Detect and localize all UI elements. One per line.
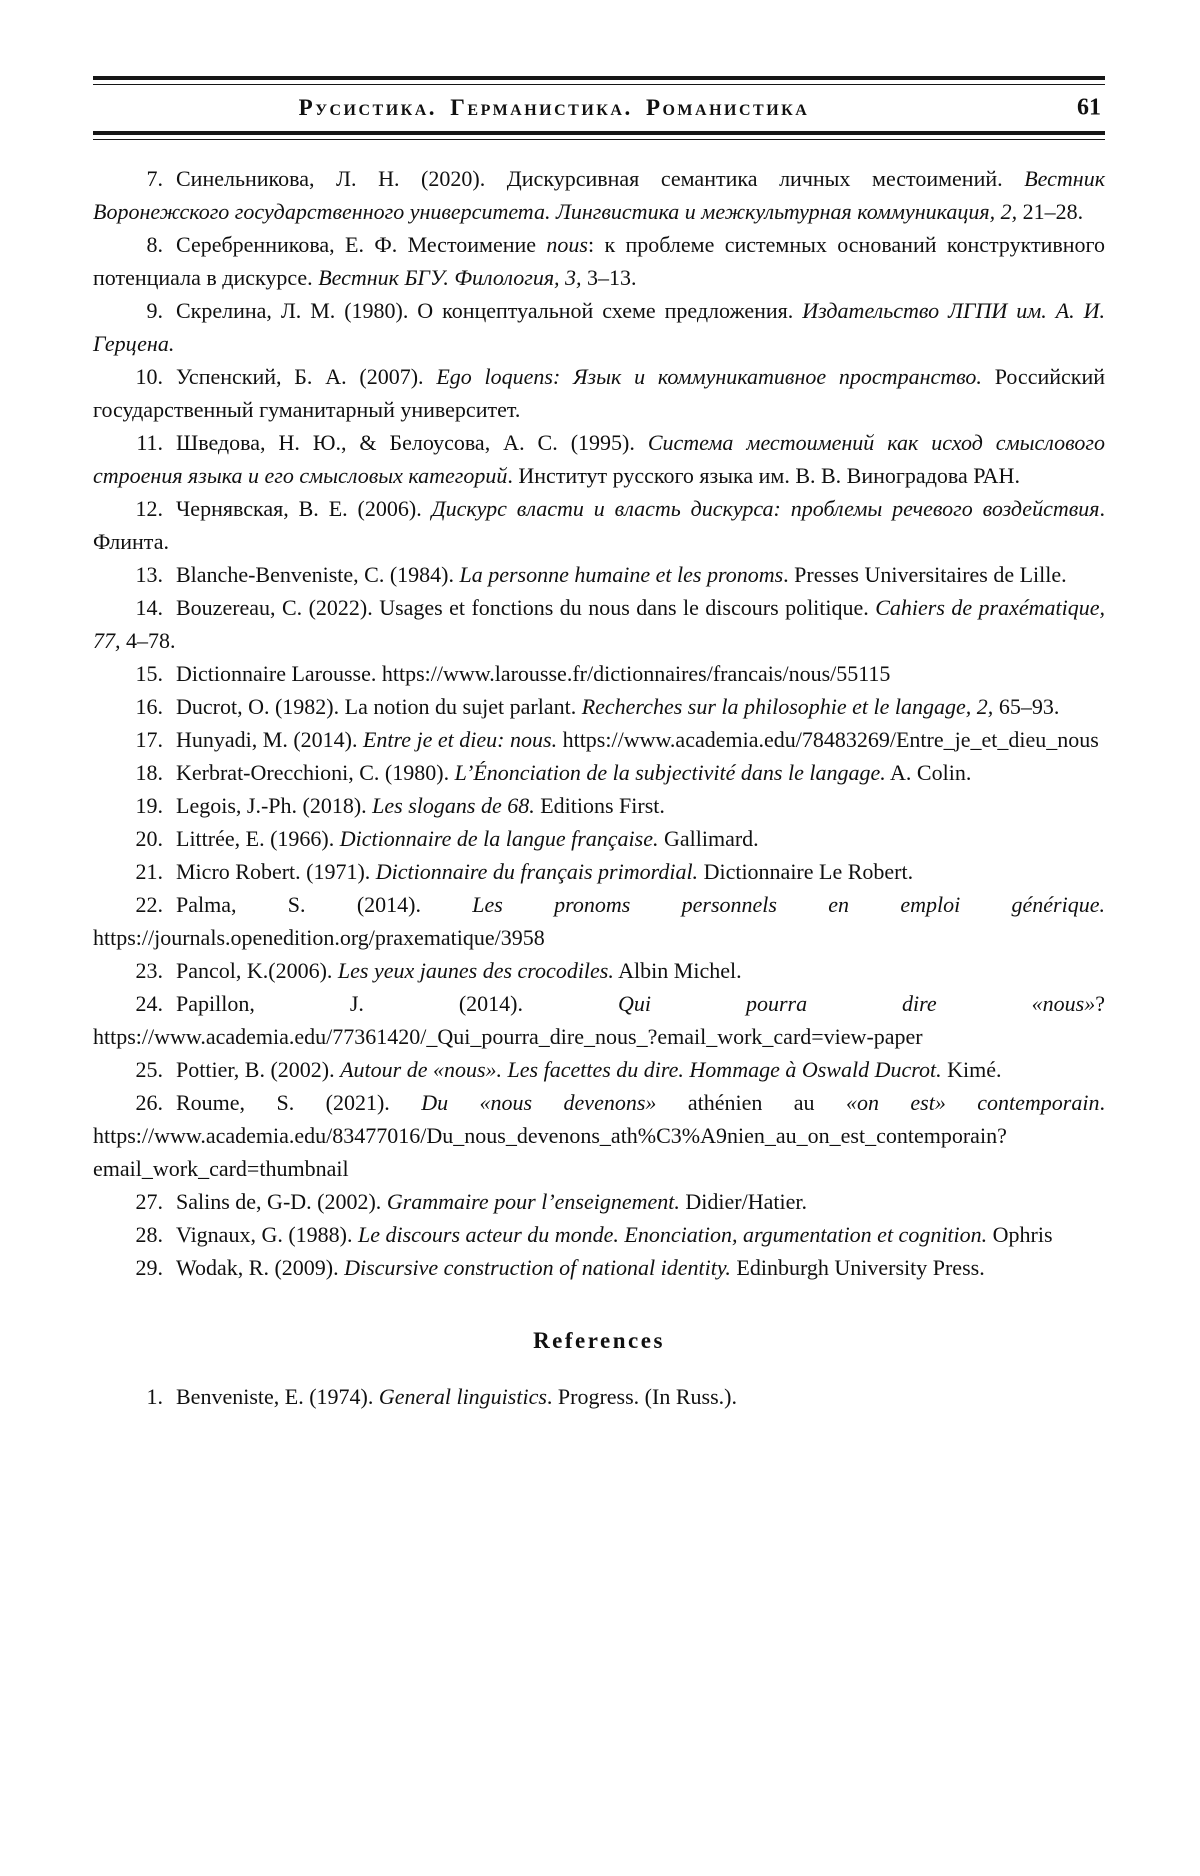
reference-number: 15.	[135, 661, 163, 686]
header-bottom-rule	[93, 131, 1105, 140]
reference-title-italic: «on est» contemporain	[845, 1090, 1100, 1115]
reference-entry	[93, 888, 1105, 954]
reference-number: 19.	[135, 793, 163, 818]
reference-text: . Progress. (In Russ.).	[546, 1384, 737, 1409]
reference-text: Micro Robert. (1971).	[176, 859, 376, 884]
reference-entry	[93, 954, 1105, 987]
reference-text: Didier/Hatier.	[679, 1189, 807, 1214]
reference-text: Vignaux, G. (1988).	[176, 1222, 358, 1247]
reference-number: 1.	[146, 1384, 163, 1409]
reference-entry	[93, 591, 1105, 657]
reference-text: Успенский, Б. А. (2007).	[176, 364, 437, 389]
reference-number: 12.	[135, 496, 163, 521]
reference-text: 21–28.	[1022, 199, 1084, 224]
reference-title-italic: Discursive construction of national identity.	[344, 1255, 731, 1280]
reference-text: 65–93.	[998, 694, 1060, 719]
reference-number: 7.	[146, 166, 163, 191]
reference-number: 11.	[136, 430, 163, 455]
reference-title-italic: Dictionnaire de la langue française.	[339, 826, 659, 851]
references-heading: References	[533, 1328, 665, 1353]
reference-title-italic: Ego loquens: Язык и коммуникативное пространство.	[436, 364, 982, 389]
reference-text: Papillon, J. (2014).	[176, 991, 618, 1016]
reference-number: 17.	[135, 727, 163, 752]
reference-entry	[93, 1251, 1105, 1284]
reference-text: A. Colin.	[885, 760, 972, 785]
reference-entry	[93, 789, 1105, 822]
reference-text: Ducrot, O. (1982). La notion du sujet parlant.	[176, 694, 582, 719]
reference-entry	[93, 162, 1105, 228]
reference-title-italic: General linguistics	[378, 1384, 547, 1409]
reference-number: 10.	[135, 364, 163, 389]
reference-text: Серебренникова, Е. Ф. Местоимение	[176, 232, 547, 257]
reference-text: Wodak, R. (2009).	[176, 1255, 345, 1280]
reference-entry	[93, 426, 1105, 492]
reference-entry	[93, 1053, 1105, 1086]
reference-text: : к проблеме системных оснований конструктивного потенциала в дискурсе.	[93, 232, 1105, 290]
reference-title-italic: Издательство ЛГПИ им. А. И. Герцена.	[93, 298, 1105, 356]
reference-text: Dictionnaire Le Robert.	[698, 859, 914, 884]
reference-text: . Presses Universitaires de Lille.	[783, 562, 1067, 587]
reference-entry	[93, 987, 1105, 1053]
reference-entry	[93, 492, 1105, 558]
reference-text: Российский государственный гуманитарный университет.	[93, 364, 1106, 422]
reference-text: ? https://www.academia.edu/77361420/_Qui_pourra_dire_nous_?email_work_card=view-paper	[93, 991, 1105, 1049]
reference-text: Blanche-Benveniste, C. (1984).	[176, 562, 460, 587]
reference-text: Benveniste, E. (1974).	[176, 1384, 379, 1409]
reference-title-italic: Qui pourra dire «nous»	[617, 991, 1096, 1016]
reference-number: 25.	[135, 1057, 163, 1082]
reference-title-italic: Autour de «nous». Les facettes du dire. Hommage à Oswald Ducrot.	[340, 1057, 942, 1082]
references-section	[93, 162, 1105, 1413]
reference-number: 20.	[135, 826, 163, 851]
reference-text: Ophris	[987, 1222, 1053, 1247]
reference-entry	[93, 690, 1105, 723]
reference-list-translated	[93, 1380, 1105, 1413]
reference-text: Kimé.	[941, 1057, 1002, 1082]
reference-list-main	[93, 162, 1105, 1284]
reference-title-italic: Дискурс власти и власть дискурса: проблемы речевого воздействия	[431, 496, 1100, 521]
reference-entry	[93, 360, 1105, 426]
reference-text: Albin Michel.	[613, 958, 742, 983]
document-page	[0, 76, 1200, 1876]
reference-entry	[93, 855, 1105, 888]
reference-entry	[93, 558, 1105, 591]
reference-number: 16.	[135, 694, 163, 719]
reference-text: Чернявская, В. Е. (2006).	[176, 496, 432, 521]
reference-text: . https://www.academia.edu/83477016/Du_nous_devenons_ath%C3%A9nien_au_on_est_contemporain?email_work_card=thumbnail	[93, 1090, 1105, 1181]
reference-title-italic: Entre je et dieu: nous.	[362, 727, 558, 752]
header-top-rule	[93, 76, 1105, 85]
reference-title-italic: Du «nous devenons»	[421, 1090, 657, 1115]
reference-text: Pancol, K.(2006).	[176, 958, 338, 983]
reference-entry	[93, 822, 1105, 855]
reference-text: Bouzereau, C. (2022). Usages et fonctions du nous dans le discours politique.	[176, 595, 876, 620]
reference-number: 24.	[135, 991, 163, 1016]
reference-entry	[93, 657, 1105, 690]
reference-number: 22.	[135, 892, 163, 917]
reference-number: 14.	[135, 595, 163, 620]
reference-entry	[93, 1185, 1105, 1218]
reference-text: Legois, J.-Ph. (2018).	[176, 793, 373, 818]
reference-title-italic: Cahiers de praxématique, 77,	[93, 595, 1106, 653]
reference-text: Скрелина, Л. М. (1980). О концептуальной схеме предложения.	[176, 298, 803, 323]
reference-entry	[93, 228, 1105, 294]
reference-text: https://journals.openedition.org/praxematique/3958	[93, 925, 545, 950]
reference-number: 9.	[146, 298, 163, 323]
reference-number: 28.	[135, 1222, 163, 1247]
reference-entry	[93, 723, 1105, 756]
reference-title-italic: Recherches sur la philosophie et le langage, 2,	[581, 694, 999, 719]
reference-number: 27.	[135, 1189, 163, 1214]
running-title: Русистика. Германистика. Романистика	[298, 95, 810, 120]
reference-text: Шведова, Н. Ю., & Белоусова, А. С. (1995).	[176, 430, 648, 455]
reference-number: 13.	[135, 562, 163, 587]
reference-text: 4–78.	[126, 628, 176, 653]
reference-number: 8.	[146, 232, 163, 257]
reference-entry	[93, 294, 1105, 360]
reference-entry	[93, 1218, 1105, 1251]
reference-text: . Институт русского языка им. В. В. Виноградова РАН.	[507, 463, 1020, 488]
reference-text: Littrée, E. (1966).	[176, 826, 340, 851]
reference-text: https://www.academia.edu/78483269/Entre_je_et_dieu_nous	[557, 727, 1099, 752]
reference-number: 29.	[135, 1255, 163, 1280]
reference-title-italic: Вестник БГУ. Филология, 3,	[318, 265, 588, 290]
reference-title-italic: Dictionnaire du français primordial.	[375, 859, 699, 884]
reference-title-italic: nous	[546, 232, 588, 257]
reference-entry	[93, 1380, 1105, 1413]
reference-text: athénien au	[656, 1090, 846, 1115]
reference-number: 26.	[135, 1090, 163, 1115]
reference-title-italic: Les pronoms personnels en emploi générique.	[472, 892, 1105, 917]
reference-text: Edinburgh University Press.	[730, 1255, 985, 1280]
page-header	[93, 76, 1105, 140]
reference-text: Hunyadi, M. (2014).	[176, 727, 363, 752]
reference-text: Editions First.	[534, 793, 665, 818]
reference-text: Gallimard.	[658, 826, 759, 851]
reference-title-italic: Les yeux jaunes des crocodiles.	[337, 958, 614, 983]
reference-title-italic: Grammaire pour l’enseignement.	[386, 1189, 680, 1214]
reference-number: 18.	[135, 760, 163, 785]
reference-title-italic: Les slogans de 68.	[372, 793, 535, 818]
reference-number: 21.	[135, 859, 163, 884]
reference-title-italic: Вестник Воронежского государственного университета. Лингвистика и межкультурная коммуникация, 2,	[93, 166, 1105, 224]
page-number: 61	[1077, 94, 1101, 121]
reference-text: Dictionnaire Larousse. https://www.larousse.fr/dictionnaires/francais/nous/55115	[176, 661, 891, 686]
reference-text: Roume, S. (2021).	[176, 1090, 422, 1115]
reference-entry	[93, 1086, 1105, 1185]
header-row	[93, 85, 1105, 131]
reference-text: Синельникова, Л. Н. (2020). Дискурсивная семантика личных местоимений.	[176, 166, 1025, 191]
reference-title-italic: La personne humaine et les pronoms	[459, 562, 784, 587]
reference-title-italic: L’Énonciation de la subjectivité dans le langage.	[454, 760, 886, 785]
reference-text: Palma, S. (2014).	[176, 892, 473, 917]
reference-text: Salins de, G-D. (2002).	[176, 1189, 387, 1214]
reference-entry	[93, 756, 1105, 789]
reference-title-italic: Le discours acteur du monde. Enonciation, argumentation et cognition.	[357, 1222, 988, 1247]
reference-title-italic: Система местоимений как исход смыслового строения языка и его смысловых категорий	[93, 430, 1105, 488]
reference-text: . Флинта.	[93, 496, 1105, 554]
reference-text: 3–13.	[587, 265, 637, 290]
reference-text: Pottier, B. (2002).	[176, 1057, 341, 1082]
reference-number: 23.	[135, 958, 163, 983]
reference-text: Kerbrat-Orecchioni, C. (1980).	[176, 760, 455, 785]
